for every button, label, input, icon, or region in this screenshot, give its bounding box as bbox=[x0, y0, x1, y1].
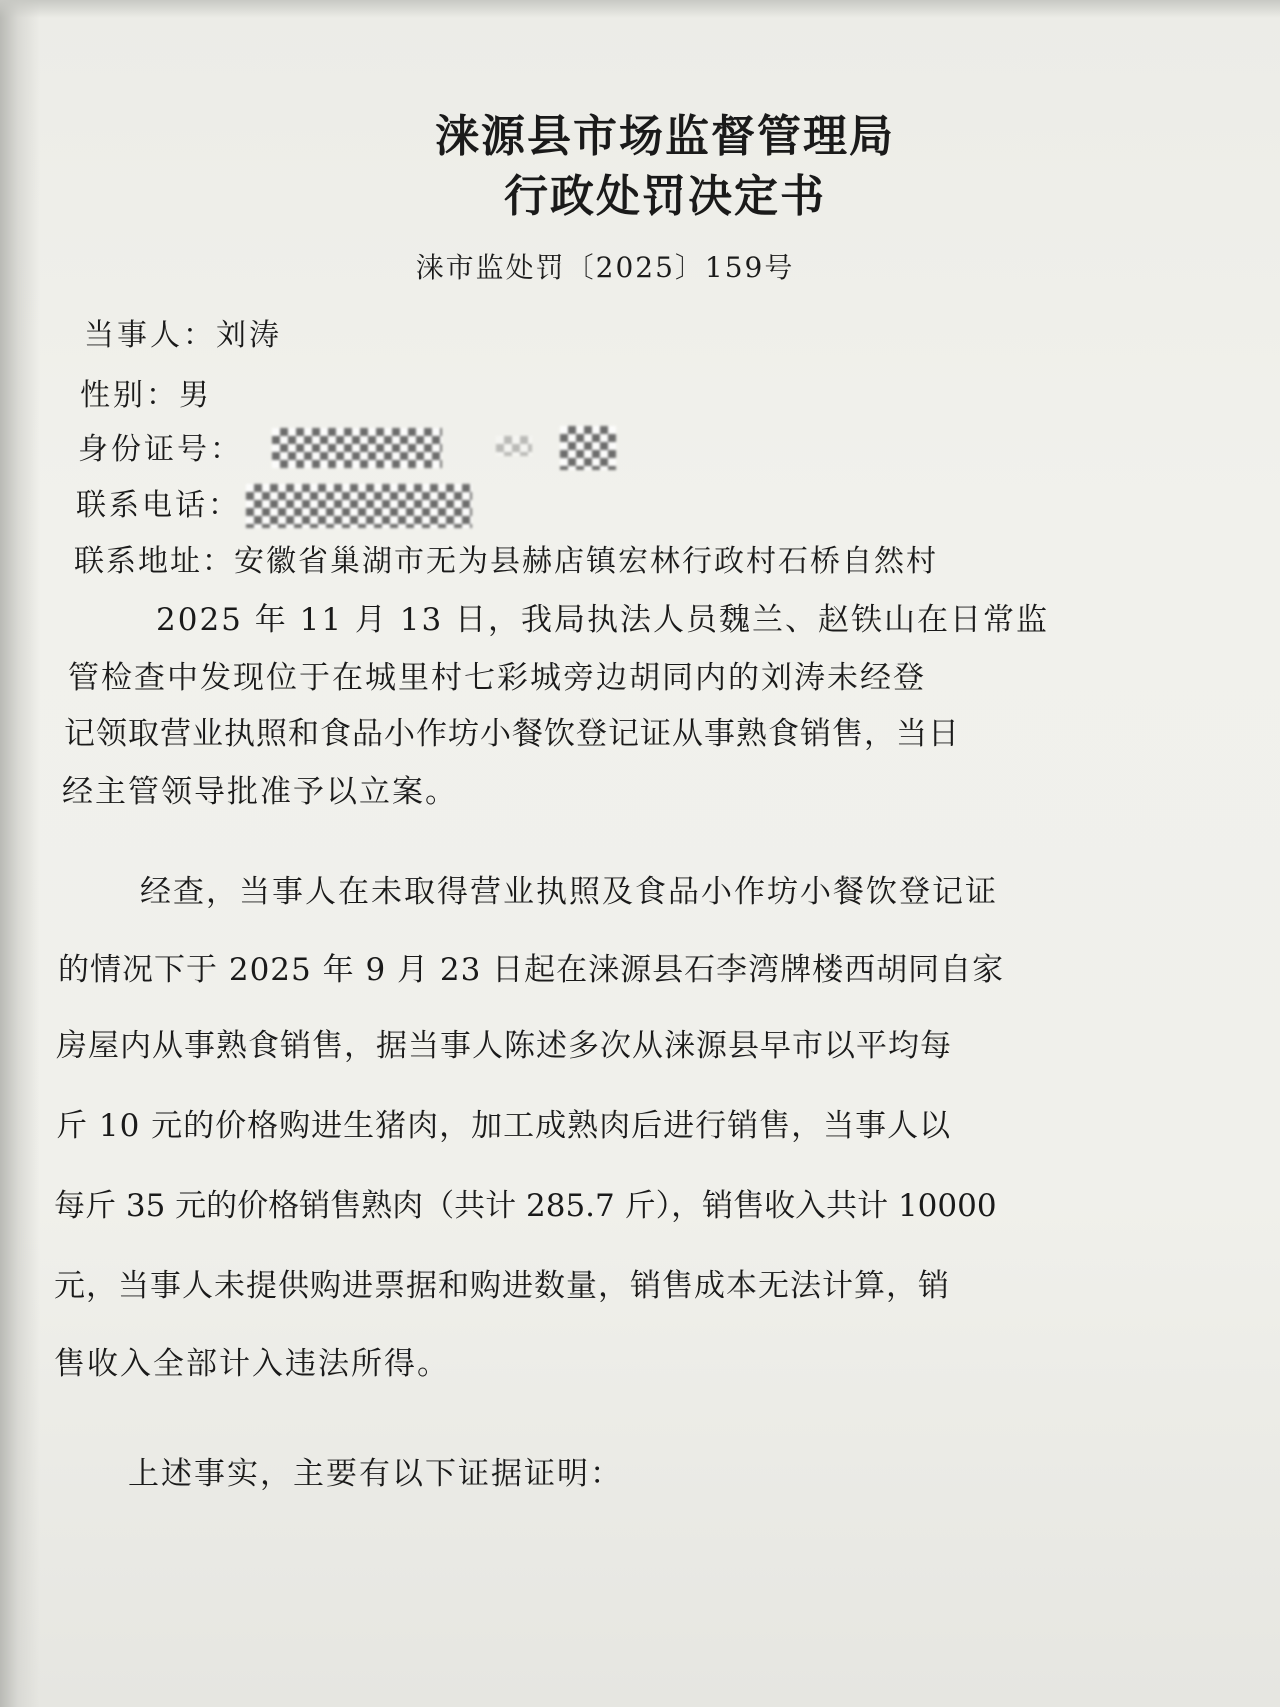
body-line: 2025 年 11 月 13 日，我局执法人员魏兰、赵铁山在日常监 bbox=[156, 602, 1050, 638]
body-line: 管检查中发现位于在城里村七彩城旁边胡同内的刘涛未经登 bbox=[68, 660, 926, 696]
body-line: 元，当事人未提供购进票据和购进数量，销售成本无法计算，销 bbox=[54, 1268, 950, 1304]
party-phone-label: 联系电话： bbox=[76, 488, 241, 523]
document-type-title: 行政处罚决定书 bbox=[504, 171, 826, 222]
body-line: 售收入全部计入违法所得。 bbox=[54, 1346, 450, 1382]
body-line: 的情况下于 2025 年 9 月 23 日起在涞源县石李湾牌楼西胡同自家 bbox=[58, 952, 1005, 988]
party-name: 当事人：刘涛 bbox=[84, 318, 282, 353]
body-line: 记领取营业执照和食品小作坊小餐饮登记证从事熟食销售，当日 bbox=[64, 716, 960, 752]
body-line: 房屋内从事熟食销售，据当事人陈述多次从涞源县早市以平均每 bbox=[56, 1028, 952, 1064]
party-id-label: 身份证号： bbox=[78, 432, 243, 467]
body-line: 经主管领导批准予以立案。 bbox=[62, 774, 458, 810]
body-line: 斤 10 元的价格购进生猪肉，加工成熟肉后进行销售，当事人以 bbox=[56, 1108, 952, 1144]
id-number-redaction bbox=[496, 436, 532, 456]
party-address: 联系地址：安徽省巢湖市无为县赫店镇宏林行政村石桥自然村 bbox=[74, 544, 938, 579]
phone-number-redaction bbox=[246, 484, 472, 528]
body-line: 上述事实，主要有以下证据证明： bbox=[128, 1456, 623, 1492]
document-number: 涞市监处罚〔2025〕159号 bbox=[415, 251, 795, 284]
page-top-shadow bbox=[0, 0, 1280, 18]
body-line: 经查，当事人在未取得营业执照及食品小作坊小餐饮登记证 bbox=[140, 874, 998, 910]
body-line: 每斤 35 元的价格销售熟肉（共计 285.7 斤），销售收入共计 10000 bbox=[54, 1188, 997, 1224]
id-number-redaction bbox=[272, 428, 442, 468]
party-gender: 性别：男 bbox=[80, 378, 212, 413]
id-number-redaction bbox=[560, 426, 616, 470]
agency-title: 涞源县市场监督管理局 bbox=[435, 111, 895, 162]
